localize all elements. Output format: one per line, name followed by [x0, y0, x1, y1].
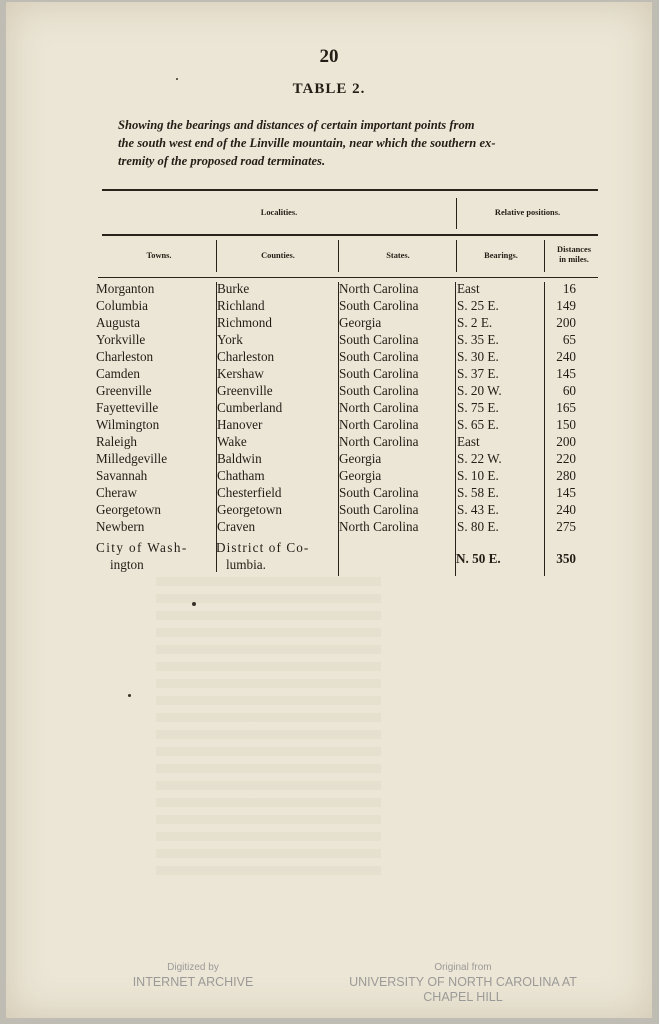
column-divider [455, 282, 456, 576]
bearing-cell: S. 80 E. [457, 519, 499, 534]
state-cell: South Carolina [339, 383, 419, 398]
watermark-text: Digitized by [167, 962, 219, 973]
town-cell: Savannah [96, 468, 148, 483]
column-header-states: States. [386, 251, 410, 260]
town-cell: Augusta [96, 315, 140, 330]
town-cell: Fayetteville [96, 400, 159, 415]
distance-cell: 145 [556, 366, 576, 381]
distance-cell: 16 [562, 281, 576, 296]
distance-cell: 275 [556, 519, 576, 534]
bearing-cell: S. 37 E. [457, 366, 499, 381]
table-top-rule [102, 189, 598, 191]
state-cell: Georgia [339, 315, 382, 330]
county-cell: Wake [217, 434, 247, 449]
state-cell: South Carolina [339, 349, 419, 364]
relative-positions-header: Relative positions. [494, 208, 561, 217]
county-cell: Chatham [217, 468, 265, 483]
state-cell: South Carolina [339, 366, 419, 381]
state-cell: Georgia [339, 468, 382, 483]
header-divider [338, 240, 339, 272]
bearing-cell: S. 22 W. [457, 451, 502, 466]
county-cell: Richland [217, 298, 265, 313]
ink-speck [128, 694, 131, 697]
county-cell: District of Co- [216, 540, 310, 555]
county-cell: Kershaw [217, 366, 264, 381]
watermark-source [334, 960, 592, 1005]
distance-cell: 200 [556, 315, 576, 330]
header-divider [544, 240, 545, 272]
distance-cell: 65 [562, 332, 576, 347]
column-divider [544, 282, 545, 576]
state-cell: South Carolina [339, 485, 419, 500]
watermark-text: CHAPEL HILL [423, 990, 503, 1004]
watermark-digitizer [118, 960, 268, 990]
distance-cell: 150 [556, 417, 576, 432]
bearing-cell: S. 10 E. [457, 468, 499, 483]
town-cell: Camden [96, 366, 140, 381]
column-header-bearings: Bearings. [484, 251, 518, 260]
bearing-cell: S. 35 E. [457, 332, 499, 347]
county-cell: Burke [217, 281, 250, 296]
header-divider [456, 240, 457, 272]
ink-speck [192, 602, 196, 606]
bearing-cell: N. 50 E. [456, 551, 501, 566]
bleed-through-text [156, 577, 381, 882]
county-cell: Baldwin [217, 451, 262, 466]
header-divider [216, 240, 217, 272]
state-cell: Georgia [339, 451, 382, 466]
column-header-rule [98, 277, 598, 278]
distance-cell: 240 [556, 349, 576, 364]
distance-cell: 200 [556, 434, 576, 449]
county-cell: Craven [217, 519, 256, 534]
bearing-cell: East [457, 434, 480, 449]
column-header-towns: Towns. [146, 251, 172, 260]
watermark-text: INTERNET ARCHIVE [132, 975, 254, 989]
table-caption [108, 116, 596, 170]
distance-cell: 60 [562, 383, 576, 398]
county-cell: Hanover [217, 417, 263, 432]
distance-cell: 145 [556, 485, 576, 500]
distances-header-line: in miles. [559, 255, 589, 264]
town-cell: Newbern [96, 519, 145, 534]
watermark-text: UNIVERSITY OF NORTH CAROLINA AT [349, 975, 577, 989]
town-cell: Columbia [96, 298, 149, 313]
bearing-cell: S. 43 E. [457, 502, 499, 517]
town-cell: Charleston [96, 349, 154, 364]
state-cell: North Carolina [339, 281, 419, 296]
state-cell: South Carolina [339, 332, 419, 347]
caption-line: the south west end of the Linville mountain, near which the southern ex- [118, 136, 496, 150]
column-header-counties: Counties. [261, 251, 295, 260]
caption-line: tremity of the proposed road terminates. [118, 154, 326, 168]
county-cell: Georgetown [217, 502, 282, 517]
county-cell: Greenville [217, 383, 273, 398]
bearing-cell: S. 20 W. [457, 383, 502, 398]
county-cell: Charleston [217, 349, 275, 364]
bearing-cell: S. 2 E. [457, 315, 493, 330]
distance-cell: 165 [556, 400, 576, 415]
distance-cell: 350 [556, 551, 576, 566]
bearing-cell: S. 75 E. [457, 400, 499, 415]
group-header-rule [102, 234, 598, 236]
distance-cell: 149 [556, 298, 576, 313]
county-cell: lumbia. [226, 557, 266, 572]
town-cell: ington [110, 557, 144, 572]
page-number: 20 [319, 46, 339, 67]
state-cell: South Carolina [339, 502, 419, 517]
town-cell: Georgetown [96, 502, 161, 517]
ink-speck [176, 78, 178, 80]
distance-cell: 280 [556, 468, 576, 483]
state-cell: North Carolina [339, 519, 419, 534]
county-cell: Richmond [217, 315, 272, 330]
distance-cell: 220 [556, 451, 576, 466]
town-cell: Morganton [96, 281, 155, 296]
bearing-cell: S. 58 E. [457, 485, 499, 500]
state-cell: North Carolina [339, 400, 419, 415]
distances-header-line: Distances [557, 245, 591, 254]
state-cell: South Carolina [339, 298, 419, 313]
localities-header: Localities. [260, 208, 298, 217]
town-cell: Milledgeville [96, 451, 168, 466]
watermark-text: Original from [434, 962, 492, 973]
county-cell: Chesterfield [217, 485, 282, 500]
distance-cell: 240 [556, 502, 576, 517]
town-cell: Wilmington [96, 417, 160, 432]
bearing-cell: S. 30 E. [457, 349, 499, 364]
bearing-cell: S. 25 E. [457, 298, 499, 313]
town-cell: Greenville [96, 383, 152, 398]
county-cell: Cumberland [217, 400, 283, 415]
state-cell: North Carolina [339, 434, 419, 449]
county-cell: York [217, 332, 243, 347]
caption-line: Showing the bearings and distances of certain important points from [118, 118, 475, 132]
town-cell: Cheraw [96, 485, 138, 500]
bearing-cell: East [457, 281, 480, 296]
town-cell: Yorkville [96, 332, 146, 347]
column-header-distances [546, 245, 602, 265]
bearing-cell: S. 65 E. [457, 417, 499, 432]
state-cell: North Carolina [339, 417, 419, 432]
table-title: TABLE 2. [292, 81, 366, 97]
book-page [6, 2, 652, 1018]
town-cell: City of Wash- [96, 540, 188, 555]
town-cell: Raleigh [96, 434, 138, 449]
